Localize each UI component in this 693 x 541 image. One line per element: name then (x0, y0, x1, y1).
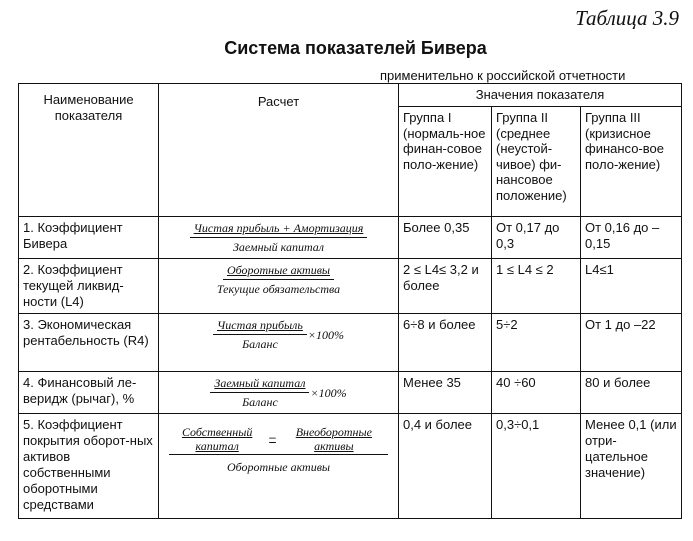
formula-numerator (169, 425, 388, 455)
formula-denominator: Оборотные активы (226, 460, 331, 474)
row-2-formula (159, 259, 399, 314)
row-1-group-2: От 0,17 до 0,3 (492, 217, 581, 259)
formula-denominator: Баланс (242, 395, 278, 409)
header-values: Значения показателя (399, 84, 682, 107)
row-1-group-1: Более 0,35 (399, 217, 492, 259)
row-3-name: 3. Экономическая рентабельность (R4) (19, 314, 159, 372)
table-label: Таблица 3.9 (575, 6, 679, 30)
row-3-formula (159, 314, 399, 372)
row-2-group-3: L4≤1 (581, 259, 682, 314)
formula-numerator: Оборотные активы (223, 262, 334, 280)
header-name: Наименование показателя (19, 84, 159, 217)
header-group-1: Группа I (нормаль-ное финан-совое поло-жение) (399, 107, 492, 217)
row-5-name: 5. Коэффициент покрытия оборот-ных активов собственными оборотными средствами (19, 414, 159, 519)
table-row (19, 217, 682, 259)
row-2-group-2: 1 ≤ L4 ≤ 2 (492, 259, 581, 314)
row-4-group-1: Менее 35 (399, 372, 492, 414)
table-row (19, 259, 682, 314)
table-row (19, 414, 682, 519)
table-title: Система показателей Бивера (224, 38, 487, 58)
formula-numerator: Чистая прибыль (213, 317, 307, 335)
table-subtitle: применительно к российской отчетности (380, 68, 626, 83)
row-1-name: 1. Коэффициент Бивера (19, 217, 159, 259)
formula-fraction (217, 262, 340, 297)
row-1-group-3: От 0,16 до –0,15 (581, 217, 682, 259)
row-5-group-2: 0,3÷0,1 (492, 414, 581, 519)
header-group-3: Группа III (кризисное финансо-вое поло-жение) (581, 107, 682, 217)
formula-multiplier: ×100% (307, 327, 344, 342)
formula-denominator: Заемный капитал (232, 240, 325, 254)
formula-numerator: Заемный капитал (210, 375, 309, 393)
formula-multiplier: ×100% (310, 385, 347, 400)
header-row (19, 84, 682, 107)
header-calc: Расчет (159, 84, 399, 217)
row-4-formula (159, 372, 399, 414)
header-group-2: Группа II (среднее (неустой-чивое) фи-нансовое положение) (492, 107, 581, 217)
formula-numerator-a: Собственный капитал (181, 425, 253, 453)
row-3-group-2: 5÷2 (492, 314, 581, 372)
row-2-group-1: 2 ≤ L4≤ 3,2 и более (399, 259, 492, 314)
formula-fraction (210, 375, 309, 410)
formula-numerator-b: Внеоборотные активы (295, 425, 372, 453)
row-4-group-2: 40 ÷60 (492, 372, 581, 414)
row-1-formula (159, 217, 399, 259)
formula-minus: – (269, 430, 276, 444)
formula-fraction (190, 220, 368, 255)
formula-fraction (213, 317, 307, 352)
formula-denominator: Баланс (242, 337, 278, 351)
formula-denominator: Текущие обязательства (216, 282, 341, 296)
row-4-name: 4. Финансовый ле-веридж (рычаг), % (19, 372, 159, 414)
formula-numerator: Чистая прибыль + Амортизация (190, 220, 368, 238)
row-2-name: 2. Коэффициент текущей ликвид-ности (L4) (19, 259, 159, 314)
row-5-group-3: Менее 0,1 (или отри-цательное значение) (581, 414, 682, 519)
table-row (19, 314, 682, 372)
row-5-formula (159, 414, 399, 519)
row-5-group-1: 0,4 и более (399, 414, 492, 519)
beaver-indicators-table (18, 83, 682, 519)
row-4-group-3: 80 и более (581, 372, 682, 414)
row-3-group-3: От 1 до –22 (581, 314, 682, 372)
row-3-group-1: 6÷8 и более (399, 314, 492, 372)
table-row (19, 372, 682, 414)
formula-fraction (169, 425, 388, 475)
